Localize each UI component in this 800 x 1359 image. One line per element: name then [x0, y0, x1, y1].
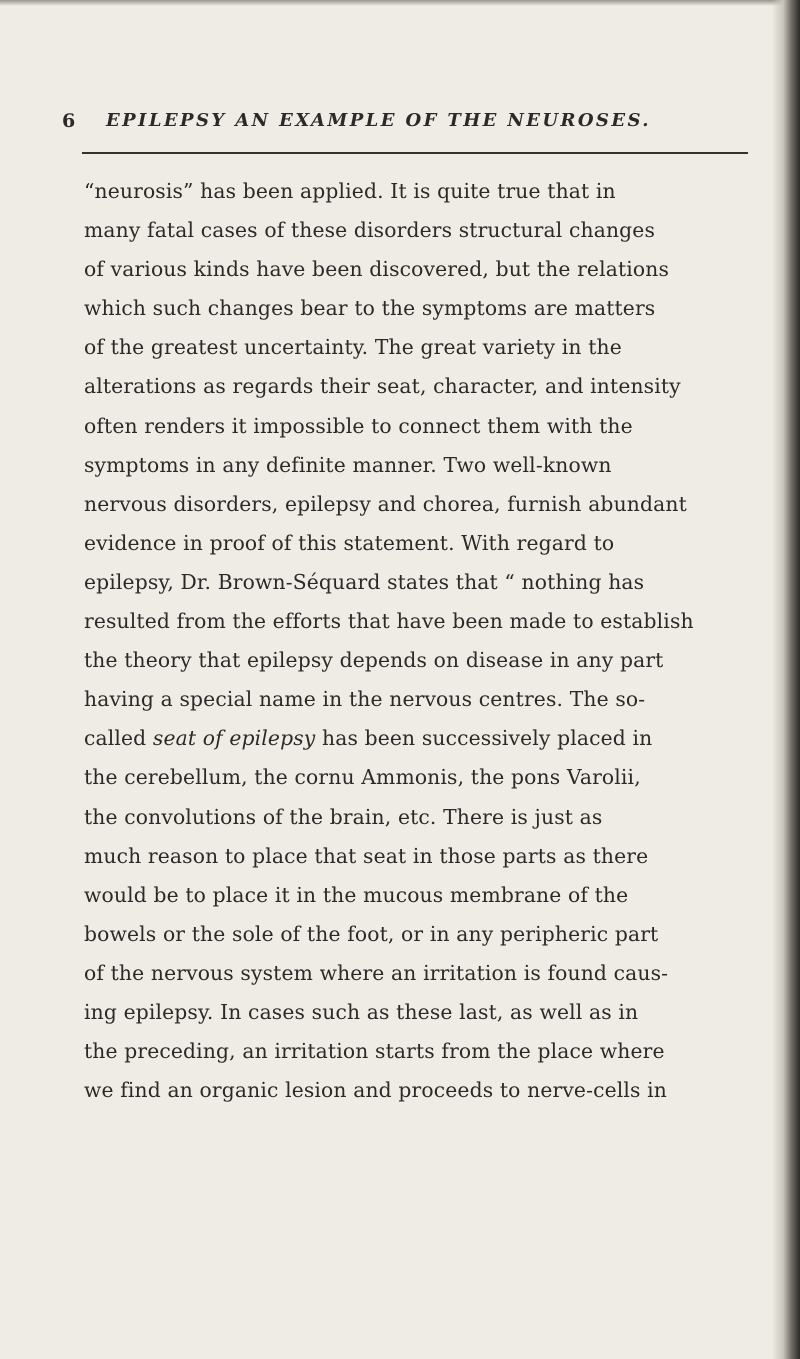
text-line: the preceding, an irritation starts from the place where: [84, 1039, 665, 1064]
text-line: alterations as regards their seat, character, and intensity: [84, 374, 681, 399]
text-segment: called: [84, 726, 153, 751]
text-line: “neurosis” has been applied. It is quite true that in: [84, 179, 616, 203]
text-line: of various kinds have been discovered, but the relations: [84, 257, 670, 282]
text-line: often renders it impossible to connect them with the: [84, 413, 633, 438]
page-top-shadow: [0, 0, 800, 6]
text-line: bowels or the sole of the foot, or in any peripheric part: [84, 921, 659, 946]
text-line: resulted from the efforts that have been made to establish: [84, 609, 694, 634]
text-line: nervous disorders, epilepsy and chorea, furnish abundant: [84, 491, 687, 516]
text-line: having a special name in the nervous centres. The so-: [84, 687, 646, 712]
book-binding-edge: [772, 0, 800, 1359]
body-text: [84, 172, 764, 1110]
text-line: of the nervous system where an irritation is found caus-: [84, 960, 669, 985]
text-line: much reason to place that seat in those parts as there: [84, 843, 649, 868]
text-line: the theory that epilepsy depends on disease in any part: [84, 648, 664, 673]
text-segment: has been successively placed in: [315, 726, 653, 751]
page-header: [62, 110, 762, 140]
text-line: ing epilepsy. In cases such as these last, as well as in: [84, 999, 639, 1024]
text-line-with-italic: [84, 719, 764, 758]
text-line: many fatal cases of these disorders structural changes: [84, 218, 656, 243]
text-line: symptoms in any definite manner. Two well-known: [84, 452, 612, 477]
text-line: the cerebellum, the cornu Ammonis, the pons Varolii,: [84, 765, 641, 790]
text-line: would be to place it in the mucous membrane of the: [84, 882, 629, 907]
italic-phrase: seat of epilepsy: [152, 726, 316, 751]
text-line: the convolutions of the brain, etc. There is just as: [84, 804, 603, 829]
text-line: epilepsy, Dr. Brown-Séquard states that “ nothing has: [84, 569, 645, 594]
header-rule: [82, 152, 748, 154]
text-line: we find an organic lesion and proceeds to nerve-cells in: [84, 1078, 668, 1103]
text-line: of the greatest uncertainty. The great variety in the: [84, 335, 622, 360]
page-number: 6: [62, 110, 77, 132]
text-line: evidence in proof of this statement. With regard to: [84, 530, 615, 555]
running-title: EPILEPSY AN EXAMPLE OF THE NEUROSES.: [106, 110, 651, 131]
text-line: which such changes bear to the symptoms are matters: [84, 296, 656, 321]
